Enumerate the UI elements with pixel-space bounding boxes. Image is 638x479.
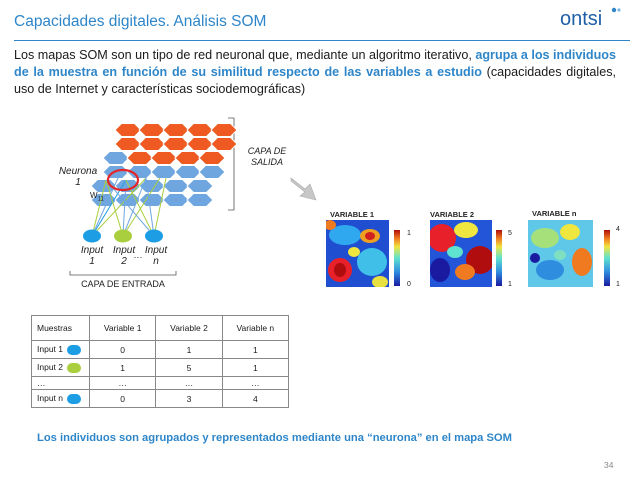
input-ellipsis: ··· <box>133 252 143 262</box>
neuron-label: Neurona 1 <box>58 166 98 188</box>
map-1-tick-bottom: 0 <box>407 281 411 288</box>
hex-cell <box>187 180 213 193</box>
page-number: 34 <box>604 460 614 470</box>
cell: 1 <box>156 341 222 359</box>
hex-cell <box>163 180 189 193</box>
colorbar-1 <box>394 230 400 286</box>
cell: 5 <box>156 359 222 377</box>
samples-table <box>31 315 289 408</box>
cell: … <box>222 377 288 390</box>
table-row <box>32 377 289 390</box>
hex-cell <box>163 194 189 207</box>
cell: 1 <box>222 341 288 359</box>
colorbar-2 <box>496 230 502 286</box>
map-n-tick-bottom: 1 <box>616 281 620 288</box>
map-n-tick-top: 4 <box>616 226 620 233</box>
hex-cell <box>151 152 177 165</box>
hex-cell <box>199 152 225 165</box>
intro-text-2: (capacidades digitales, uso de Internet y características sociodemográficas) <box>14 65 616 96</box>
input-node-2 <box>114 230 132 243</box>
hex-cell <box>187 124 213 137</box>
logo-text: ontsi <box>560 8 603 30</box>
cell: 1 <box>222 359 288 377</box>
som-map-variable-2 <box>428 220 494 287</box>
map-title-n: VARIABLE n <box>532 209 577 218</box>
table-row <box>32 341 289 359</box>
input-n-dot <box>67 394 81 404</box>
header-variable-1: Variable 1 <box>90 316 156 341</box>
hex-cell <box>139 138 165 151</box>
som-map-variable-1 <box>324 220 389 288</box>
intro-text-1: Los mapas SOM son un tipo de red neuronal que, mediante un algoritmo iterativo, <box>14 48 472 62</box>
header-variable-n: Variable n <box>222 316 288 341</box>
header-muestras: Muestras <box>32 316 90 341</box>
som-map-variable-n <box>528 220 593 287</box>
hex-cell <box>175 166 201 179</box>
map-title-2: VARIABLE 2 <box>430 210 475 219</box>
table-row <box>32 359 289 377</box>
hex-cell <box>151 166 177 179</box>
input-label-n: Input n <box>144 245 168 267</box>
cell: 1 <box>90 359 156 377</box>
page-title: Capacidades digitales. Análisis SOM <box>14 13 267 30</box>
cell: … <box>156 377 222 390</box>
hex-cell <box>115 138 141 151</box>
hex-cell <box>115 124 141 137</box>
row-label: Input 1 <box>37 344 63 355</box>
hex-cell <box>211 138 237 151</box>
hex-cell <box>127 152 153 165</box>
hex-cell <box>187 138 213 151</box>
hex-cell <box>175 152 201 165</box>
input-label-2: Input 2 <box>112 245 136 267</box>
hex-cell <box>163 124 189 137</box>
row-label: Input 2 <box>37 362 63 373</box>
summary-text: Los individuos son agrupados y representados mediante una “neurona” en el mapa SOM <box>37 432 512 444</box>
hex-grid <box>91 124 237 207</box>
hex-cell <box>199 166 225 179</box>
cell: 0 <box>90 341 156 359</box>
input-2-dot <box>67 363 81 373</box>
arrow-icon <box>291 178 316 200</box>
map-title-1: VARIABLE 1 <box>330 210 375 219</box>
cell: 3 <box>156 390 222 408</box>
table-row <box>32 390 289 408</box>
intro-highlight: agrupa a los individuos de la muestra en función de su similitud respecto de las variables a estudio <box>14 48 616 79</box>
map-2-tick-top: 5 <box>508 230 512 237</box>
cell: 4 <box>222 390 288 408</box>
hex-cell <box>103 152 129 165</box>
input-node-n <box>145 230 163 243</box>
colorbar-n <box>604 230 610 286</box>
hex-cell <box>211 124 237 137</box>
row-label: … <box>32 377 90 390</box>
input-1-dot <box>67 345 81 355</box>
header-variable-2: Variable 2 <box>156 316 222 341</box>
map-1-tick-top: 1 <box>407 230 411 237</box>
map-2-tick-bottom: 1 <box>508 281 512 288</box>
input-label-1: Input 1 <box>80 245 104 267</box>
cell: 0 <box>90 390 156 408</box>
row-label: Input n <box>37 393 63 404</box>
input-layer-label: CAPA DE ENTRADA <box>81 279 165 289</box>
weight-label: $W_{11}$ <box>90 191 104 203</box>
input-node-1 <box>83 230 101 243</box>
hex-cell <box>139 124 165 137</box>
input-layer-bracket <box>70 271 176 275</box>
hex-cell <box>187 194 213 207</box>
hex-cell <box>163 138 189 151</box>
table-header-row <box>32 316 289 341</box>
output-layer-label: CAPA DE SALIDA <box>247 146 287 167</box>
cell: … <box>90 377 156 390</box>
